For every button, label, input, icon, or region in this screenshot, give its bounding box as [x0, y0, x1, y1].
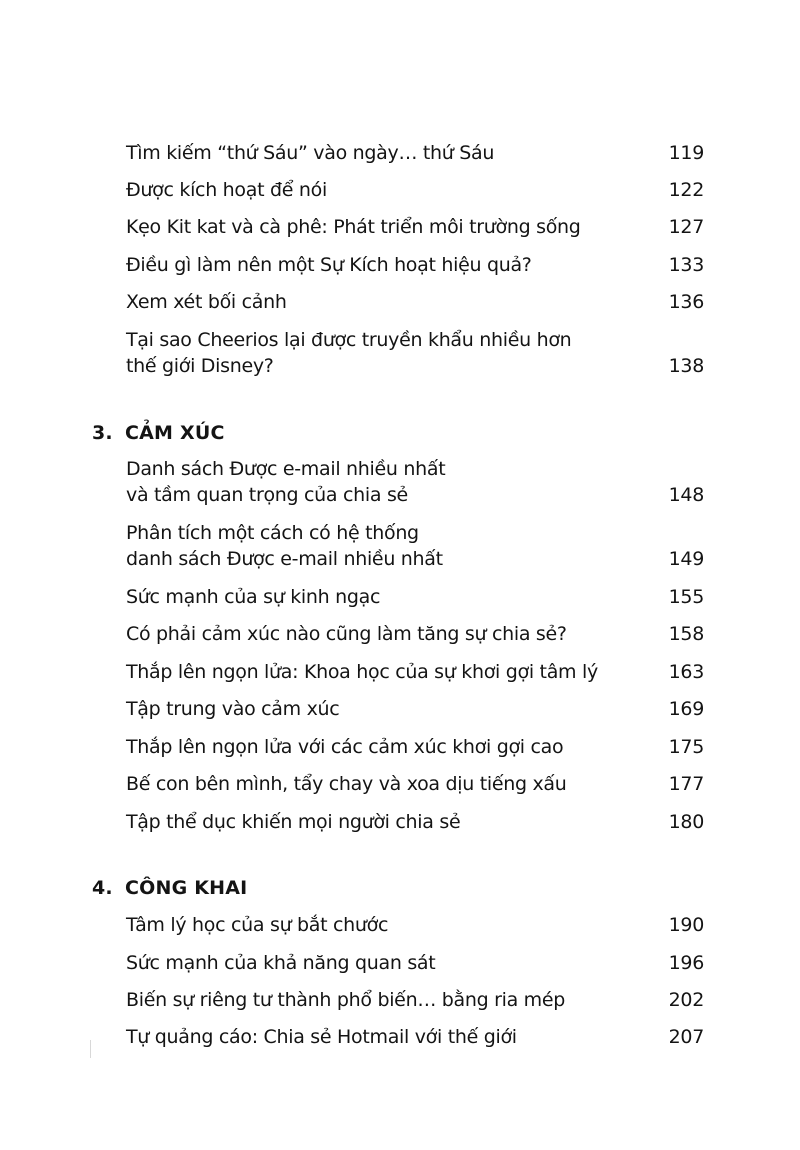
toc-entry-page: 148 — [668, 484, 704, 506]
toc-entry — [126, 584, 706, 610]
toc-entry — [126, 912, 706, 938]
toc-entry — [126, 140, 706, 166]
toc-entry-page: 138 — [668, 355, 704, 377]
toc-entry-title: Có phải cảm xúc nào cũng làm tăng sự chia sẻ? — [126, 623, 567, 645]
toc-entry-title: Bế con bên mình, tẩy chay và xoa dịu tiếng xấu — [126, 773, 567, 795]
toc-entry-title: Tâm lý học của sự bắt chước — [126, 914, 389, 936]
toc-entry-page: 133 — [668, 254, 704, 276]
toc-entry-title: Thắp lên ngọn lửa với các cảm xúc khơi gợi cao — [126, 736, 564, 758]
toc-entry — [126, 520, 706, 572]
toc-entry-page: 196 — [668, 952, 704, 974]
chapter-heading — [92, 420, 225, 446]
toc-entry — [126, 456, 706, 508]
toc-entry-title: Kẹo Kit kat và cà phê: Phát triển môi trường sống — [126, 216, 581, 238]
toc-entry-title: Điều gì làm nên một Sự Kích hoạt hiệu quả? — [126, 254, 532, 276]
toc-entry-page: 136 — [668, 291, 704, 313]
chapter-title: CÔNG KHAI — [125, 877, 248, 899]
toc-entry — [126, 621, 706, 647]
toc-entry-page: 202 — [668, 989, 704, 1011]
toc-entry-title: Biến sự riêng tư thành phổ biến… bằng ria mép — [126, 989, 566, 1011]
toc-entry-title: Được kích hoạt để nói — [126, 179, 327, 201]
toc-entry — [126, 950, 706, 976]
toc-entry-page: 163 — [668, 661, 704, 683]
toc-entry-page: 177 — [668, 773, 704, 795]
toc-entry — [126, 214, 706, 240]
toc-entry-page: 190 — [668, 914, 704, 936]
toc-entry-page: 169 — [668, 698, 704, 720]
toc-entry-title: Sức mạnh của sự kinh ngạc — [126, 586, 381, 608]
toc-entry-title: Phân tích một cách có hệ thống danh sách Được e-mail nhiều nhất — [126, 522, 443, 570]
toc-entry-page: 155 — [668, 586, 704, 608]
toc-entry — [126, 659, 706, 685]
toc-entry-page: 122 — [668, 179, 704, 201]
toc-entry-page: 175 — [668, 736, 704, 758]
chapter-title: CẢM XÚC — [125, 422, 225, 444]
toc-entry-title: Tìm kiếm “thứ Sáu” vào ngày… thứ Sáu — [126, 142, 495, 164]
chapter-number: 3. — [92, 422, 113, 444]
toc-entry-title: Danh sách Được e-mail nhiều nhất và tầm quan trọng của chia sẻ — [126, 458, 446, 506]
toc-entry — [126, 987, 706, 1013]
toc-entry-title: Thắp lên ngọn lửa: Khoa học của sự khơi gợi tâm lý — [126, 661, 598, 683]
toc-entry — [126, 252, 706, 278]
toc-entry — [126, 327, 706, 379]
toc-entry — [126, 809, 706, 835]
toc-entry — [126, 734, 706, 760]
toc-entry-page: 127 — [668, 216, 704, 238]
toc-entry-page: 158 — [668, 623, 704, 645]
toc-entry — [126, 177, 706, 203]
toc-entry — [126, 771, 706, 797]
chapter-number: 4. — [92, 877, 113, 899]
toc-entry — [126, 696, 706, 722]
toc-entry-page: 207 — [668, 1026, 704, 1048]
toc-entry — [126, 1024, 706, 1050]
toc-entry-title: Xem xét bối cảnh — [126, 291, 287, 313]
toc-entry-title: Sức mạnh của khả năng quan sát — [126, 952, 436, 974]
toc-entry-title: Tập trung vào cảm xúc — [126, 698, 340, 720]
toc-entry-title: Tự quảng cáo: Chia sẻ Hotmail với thế giới — [126, 1026, 517, 1048]
toc-entry-page: 180 — [668, 811, 704, 833]
chapter-heading — [92, 875, 247, 901]
toc-entry-page: 119 — [668, 142, 704, 164]
toc-entry-title: Tập thể dục khiến mọi người chia sẻ — [126, 811, 461, 833]
toc-entry-page: 149 — [668, 548, 704, 570]
toc-entry-title: Tại sao Cheerios lại được truyền khẩu nhiều hơn thế giới Disney? — [126, 329, 572, 377]
margin-mark — [90, 1040, 91, 1058]
toc-entry — [126, 289, 706, 315]
